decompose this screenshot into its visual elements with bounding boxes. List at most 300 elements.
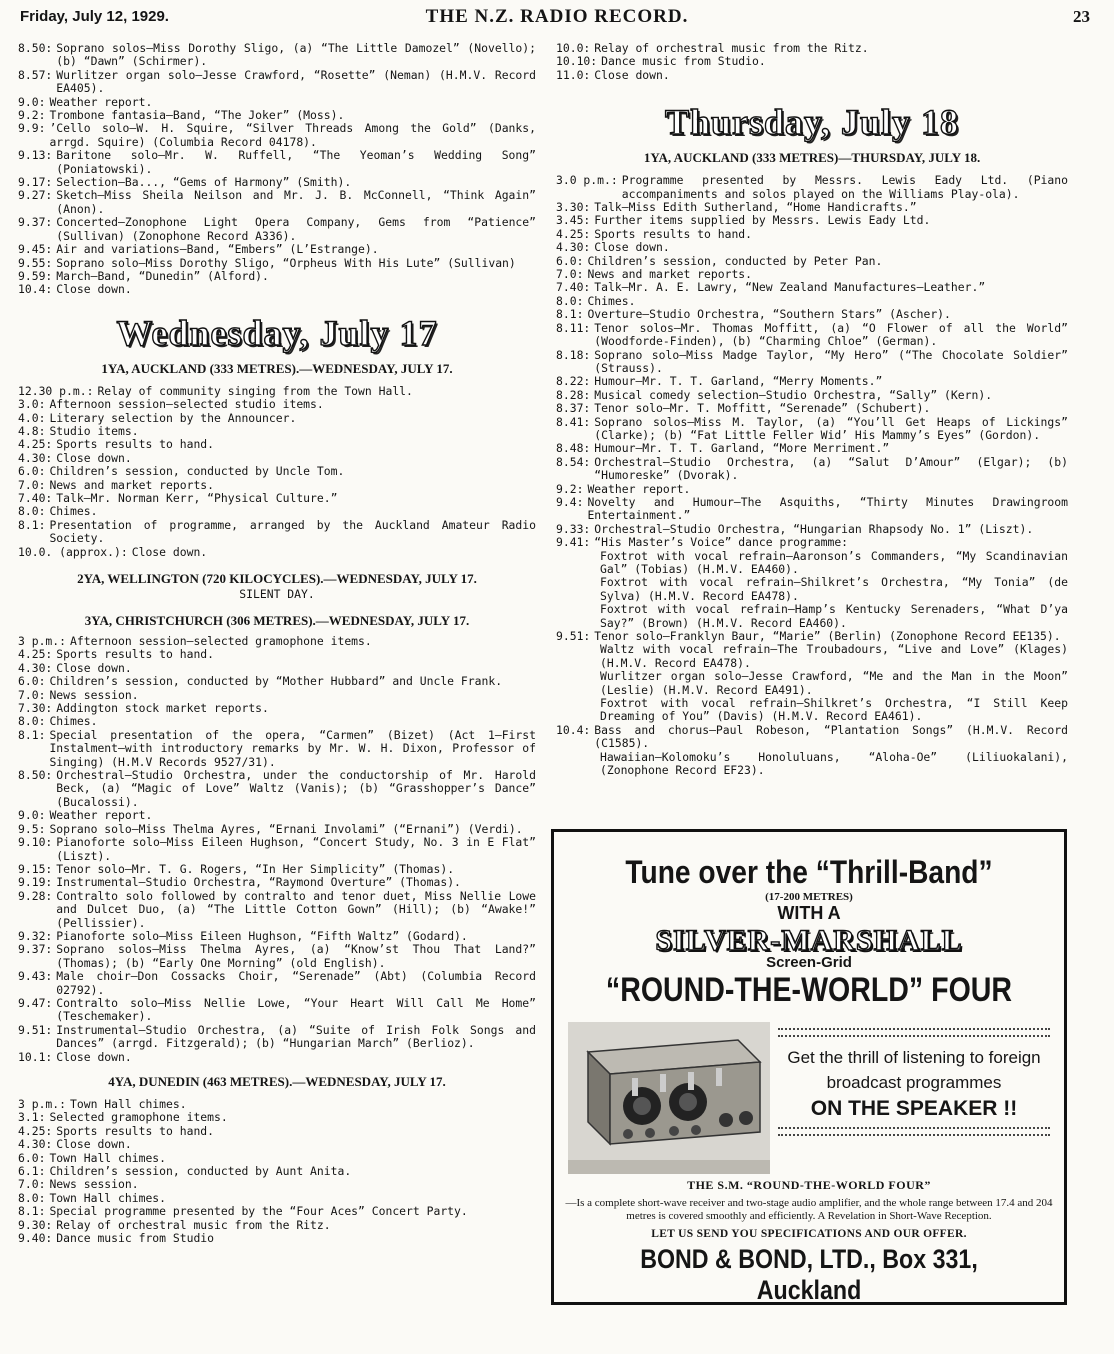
sub-item: Foxtrot with vocal refrain—Shilkret’s Orchestra, “My Tonia” (de Sylva) (H.M.V. Record EA478). bbox=[600, 575, 1068, 603]
wednesday-heading: Wednesday, July 17 bbox=[116, 312, 438, 353]
schedule-entry bbox=[556, 442, 1068, 455]
entry-time: 9.0: bbox=[18, 808, 46, 823]
schedule-entry bbox=[18, 863, 536, 876]
entry-description: Town Hall chimes. bbox=[49, 1190, 167, 1205]
entry-description: Soprano solo—Miss Dorothy Sligo, “Orpheus With His Lute” (Sullivan) bbox=[56, 255, 516, 270]
schedule-entry bbox=[556, 724, 1068, 751]
entry-description: Soprano solos—Miss Dorothy Sligo, (a) “The Little Damozel” (Novello); (b) “Dawn” (Schirmer). bbox=[56, 41, 536, 69]
entry-time: 8.0: bbox=[18, 714, 46, 729]
entry-time: 8.22: bbox=[556, 374, 591, 389]
schedule-entry bbox=[18, 635, 536, 648]
entry-time: 6.0: bbox=[556, 253, 584, 268]
schedule-entry bbox=[556, 42, 1068, 55]
entry-description: Close down. bbox=[56, 660, 132, 675]
entry-time: 10.4: bbox=[556, 722, 591, 737]
programme-3ya-wed bbox=[18, 635, 536, 1064]
entry-time: 8.50: bbox=[18, 41, 53, 55]
schedule-entry bbox=[556, 281, 1068, 294]
entry-time: 9.37: bbox=[18, 215, 53, 230]
entry-time: 8.1: bbox=[18, 727, 46, 742]
programme-1ya-thu bbox=[556, 174, 1068, 549]
entry-description: Town Hall chimes. bbox=[70, 1097, 187, 1111]
schedule-entry bbox=[556, 295, 1068, 308]
schedule-entry bbox=[556, 416, 1068, 443]
entry-time: 8.1: bbox=[18, 1204, 46, 1219]
entry-description: Children’s session, conducted by Uncle Tom. bbox=[49, 464, 345, 479]
entry-description: Children’s session, conducted by “Mother Hubbard” and Uncle Frank. bbox=[49, 674, 503, 689]
schedule-entry bbox=[18, 836, 536, 863]
entry-description: Tenor solo—Mr. T. Moffitt, “Serenade” (Schubert). bbox=[594, 401, 931, 416]
issue-date: Friday, July 12, 1929. bbox=[20, 8, 169, 25]
entry-description: Close down. bbox=[56, 450, 132, 465]
schedule-entry bbox=[18, 492, 536, 505]
schedule-entry bbox=[18, 479, 536, 492]
entry-description: Afternoon session—selected studio items. bbox=[49, 397, 324, 412]
entry-description: Pianoforte solo—Miss Eileen Hughson, “Fifth Waltz” (Godard). bbox=[56, 928, 468, 943]
decorative-rule bbox=[778, 1127, 1050, 1136]
entry-time: 9.45: bbox=[18, 242, 53, 257]
entry-time: 7.40: bbox=[556, 280, 591, 295]
entry-description: Baritone solo—Mr. W. Ruffell, “The Yeoman’s Wedding Song” (Poniatowski). bbox=[56, 148, 536, 176]
schedule-entry bbox=[18, 189, 536, 216]
schedule-entry bbox=[18, 519, 536, 546]
schedule-entry bbox=[18, 149, 536, 176]
entry-description: Sports results to hand. bbox=[56, 437, 215, 452]
ad-band-range: (17-200 METRES) bbox=[765, 891, 853, 903]
schedule-entry bbox=[18, 216, 536, 243]
entry-description: Talk—Mr. A. E. Lawry, “New Zealand Manufactures—Leather.” bbox=[594, 280, 986, 295]
entry-description: Contralto solo followed by contralto and tenor duet, Miss Nellie Lowe and Dulcet Duo, (a) “The Little Cotton Gown” (Hill); (b) “Awake!” (Pellissier). bbox=[56, 888, 536, 930]
schedule-entry bbox=[556, 349, 1068, 376]
entry-time: 8.0: bbox=[18, 1190, 46, 1205]
schedule-entry bbox=[18, 42, 536, 69]
entry-description: Children’s session, conducted by Aunt Anita. bbox=[49, 1164, 352, 1179]
ad-call-to-action: LET US SEND YOU SPECIFICATIONS AND OUR OFFER. bbox=[651, 1228, 967, 1240]
entry-description: Dance music from Studio bbox=[56, 1231, 215, 1246]
entry-time: 6.0: bbox=[18, 464, 46, 479]
entry-description: Relay of community singing from the Town Hall. bbox=[97, 383, 413, 398]
station-heading-4ya-wed: 4YA, DUNEDIN (463 METRES).—WEDNESDAY, JULY 17. bbox=[108, 1074, 446, 1089]
entry-time: 9.30: bbox=[18, 1217, 53, 1232]
entry-description: Soprano solo—Miss Thelma Ayres, “Ernani Involami” (“Ernani”) (Verdi). bbox=[49, 821, 523, 836]
schedule-entry bbox=[18, 809, 536, 822]
programme-4ya-wed bbox=[18, 1098, 536, 1245]
entry-time: 7.0: bbox=[18, 687, 46, 702]
entry-description: Sketch—Miss Sheila Neilson and Mr. J. B. McConnell, “Think Again” (Anon). bbox=[56, 188, 536, 216]
sub-item: Waltz with vocal refrain—The Troubadours, “Live and Love” (Klages) (H.M.V. Record EA478). bbox=[600, 642, 1068, 670]
entry-time: 4.30: bbox=[556, 240, 591, 255]
entry-time: 3.0: bbox=[18, 397, 46, 412]
schedule-entry bbox=[18, 546, 536, 559]
entry-time: 9.9: bbox=[18, 121, 46, 136]
ad-headline: Tune over the “Thrill-Band” bbox=[625, 854, 993, 890]
entry-description: Relay of orchestral music from the Ritz. bbox=[594, 41, 869, 55]
entry-time: 8.57: bbox=[18, 67, 53, 82]
programme-1ya-wed bbox=[18, 385, 536, 559]
entry-time: 4.30: bbox=[18, 450, 53, 465]
entry-description: “His Master’s Voice” dance programme: bbox=[594, 535, 849, 550]
entry-description: Orchestral—Studio Orchestra, (a) “Salut D’Amour” (Elgar); (b) “Humoreske” (Dvorak). bbox=[594, 454, 1068, 483]
entry-time: 8.54: bbox=[556, 454, 591, 469]
entry-description: Soprano solos—Miss Thelma Ayres, (a) “Know’st Thou That Land?” (Thomas); (b) “Early One Morning” (old English). bbox=[56, 942, 536, 970]
entry-description: News session. bbox=[49, 687, 139, 702]
schedule-entry bbox=[18, 1125, 536, 1138]
entry-time: 7.0: bbox=[556, 267, 584, 282]
schedule-entry bbox=[556, 255, 1068, 268]
schedule-entry bbox=[556, 389, 1068, 402]
entry-description: Special programme presented by the “Four Aces” Concert Party. bbox=[49, 1204, 468, 1219]
schedule-entry bbox=[18, 729, 536, 769]
schedule-entry bbox=[18, 1138, 536, 1151]
entry-time: 10.4: bbox=[18, 282, 53, 297]
entry-description: Close down. bbox=[56, 282, 132, 297]
entry-time: 9.51: bbox=[556, 629, 591, 644]
entry-description: ’Cello solo—W. H. Squire, “Silver Threads Among the Gold” (Danks, arrgd. Squire) (Columbia Record 04178). bbox=[49, 121, 536, 149]
schedule-entry bbox=[18, 648, 536, 661]
entry-description: Air and variations—Band, “Embers” (L’Estrange). bbox=[56, 242, 379, 257]
schedule-entry bbox=[18, 876, 536, 889]
entry-time: 9.2: bbox=[18, 108, 46, 123]
schedule-entry bbox=[556, 483, 1068, 496]
schedule-entry bbox=[18, 243, 536, 256]
schedule-entry bbox=[556, 496, 1068, 523]
schedule-entry bbox=[18, 1219, 536, 1232]
ad-middle bbox=[568, 1022, 1050, 1174]
schedule-entry bbox=[556, 228, 1068, 241]
entry-description: Instrumental—Studio Orchestra, (a) “Suite of Irish Folk Songs and Dances” (arrgd. Fitzgerald); (b) “Hungarian March” (Berlioz). bbox=[56, 1022, 536, 1051]
schedule-entry bbox=[18, 257, 536, 270]
entry-time: 7.30: bbox=[18, 701, 53, 716]
entry-description: Literary selection by the Announcer. bbox=[49, 410, 297, 425]
entry-time: 9.13: bbox=[18, 148, 53, 163]
entry-time: 10.1: bbox=[18, 1049, 53, 1064]
schedule-entry bbox=[18, 1192, 536, 1205]
entry-description: Chimes. bbox=[49, 504, 98, 519]
schedule-entry bbox=[18, 1098, 536, 1111]
entry-time: 4.8: bbox=[18, 423, 46, 438]
entry-description: Close down. bbox=[594, 240, 670, 255]
entry-description: Presentation of programme, arranged by the Auckland Amateur Radio Society. bbox=[49, 517, 536, 546]
entry-time: 9.37: bbox=[18, 942, 53, 957]
entry-time: 9.32: bbox=[18, 928, 53, 943]
schedule-entry bbox=[18, 689, 536, 702]
schedule-entry bbox=[18, 675, 536, 688]
page-number: 23 bbox=[1073, 7, 1090, 26]
entry-time: 4.25: bbox=[18, 1123, 53, 1138]
entry-description: Trombone fantasia—Band, “The Joker” (Moss). bbox=[49, 108, 345, 123]
schedule-entry bbox=[556, 523, 1068, 536]
entry-time: 9.43: bbox=[18, 969, 53, 984]
schedule-entry bbox=[18, 283, 536, 296]
entry-description: Novelty and Humour—The Asquiths, “Thirty Minutes Drawingroom Entertainment.” bbox=[587, 494, 1068, 523]
entry-description: Instrumental—Studio Orchestra, “Raymond Overture” (Thomas). bbox=[56, 875, 461, 890]
decorative-rule bbox=[778, 1028, 1050, 1037]
entry-description: Pianoforte solo—Miss Eileen Hughson, “Concert Study, No. 3 in E Flat” (Liszt). bbox=[56, 835, 536, 863]
entry-description: News session. bbox=[49, 1177, 139, 1192]
entry-time: 8.1: bbox=[556, 307, 584, 322]
entry-time: 8.28: bbox=[556, 387, 591, 402]
schedule-entry bbox=[18, 823, 536, 836]
ad-company: BOND & BOND, LTD., Box 331, Auckland bbox=[640, 1244, 978, 1305]
schedule-entry bbox=[18, 1165, 536, 1178]
schedule-entry bbox=[18, 1051, 536, 1064]
entry-description: Musical comedy selection—Studio Orchestra, “Sally” (Kern). bbox=[594, 387, 993, 402]
right-column bbox=[556, 42, 1068, 778]
entry-description: Weather report. bbox=[49, 808, 153, 823]
entry-description: Male choir—Don Cossacks Choir, “Serenade” (Abt) (Columbia Record 02792). bbox=[56, 969, 536, 997]
entry-description: Children’s session, conducted by Peter Pan. bbox=[587, 253, 883, 268]
schedule-entry bbox=[18, 1205, 536, 1218]
entry-description: Chimes. bbox=[587, 293, 636, 308]
schedule-entry bbox=[18, 96, 536, 109]
entry-time: 9.47: bbox=[18, 995, 53, 1010]
schedule-entry bbox=[556, 214, 1068, 227]
entry-time: 8.37: bbox=[556, 401, 591, 416]
schedule-entry bbox=[18, 970, 536, 997]
tuesday-continuation-list bbox=[18, 42, 536, 297]
ad-product-title: THE S.M. “ROUND-THE-WORLD FOUR” bbox=[687, 1178, 931, 1192]
entry-description: Tenor solos—Mr. Thomas Moffitt, (a) “O Flower of all the World” (Woodforde-Finden), (b) “Charming Chloe” (German). bbox=[594, 320, 1068, 349]
entry-description: Talk—Miss Edith Sutherland, “Home Handicrafts.” bbox=[594, 200, 917, 215]
entry-description: Sports results to hand. bbox=[56, 1123, 215, 1138]
entry-time: 9.4: bbox=[556, 494, 584, 509]
ad-pitch-emphasis: ON THE SPEAKER !! bbox=[810, 1097, 1018, 1120]
entry-time: 3.1: bbox=[18, 1110, 46, 1125]
entry-time: 3.0 p.m.: bbox=[556, 173, 618, 188]
schedule-entry bbox=[18, 997, 536, 1024]
ad-product-name: “ROUND-THE-WORLD” FOUR bbox=[605, 971, 1013, 1009]
entry-description: Wurlitzer organ solo—Jesse Crawford, “Rosette” (Neman) (H.M.V. Record EA405). bbox=[56, 67, 536, 96]
schedule-entry bbox=[18, 425, 536, 438]
silent-day-note: SILENT DAY. bbox=[239, 587, 315, 601]
entry-time: 3 p.m.: bbox=[18, 1097, 67, 1111]
entry-time: 9.33: bbox=[556, 521, 591, 536]
entry-time: 7.0: bbox=[18, 477, 46, 492]
entry-description: Weather report. bbox=[587, 481, 691, 496]
schedule-entry bbox=[18, 1024, 536, 1051]
dance-programme-items-2 bbox=[556, 643, 1068, 723]
entry-time: 3.30: bbox=[556, 200, 591, 215]
entry-description: Tenor solo—Franklyn Baur, “Marie” (Berlin) (Zonophone Record EE135). bbox=[594, 629, 1061, 644]
schedule-entry bbox=[556, 322, 1068, 349]
schedule-entry bbox=[556, 241, 1068, 254]
entry-description: March—Band, “Dunedin” (Alford). bbox=[56, 268, 269, 283]
entry-time: 7.0: bbox=[18, 1177, 46, 1192]
schedule-entry bbox=[18, 1178, 536, 1191]
entry-description: Addington stock market reports. bbox=[56, 701, 269, 716]
ad-brand: SILVER-MARSHALL bbox=[655, 924, 963, 957]
schedule-entry bbox=[18, 1152, 536, 1165]
ad-description: —Is a complete short-wave receiver and two-stage audio amplifier, and the whole range between 17.4 and 204 metres is covered smoothly and efficiently. A Revelation in Short-Wave Reception. bbox=[565, 1197, 1053, 1222]
entry-time: 4.25: bbox=[556, 226, 591, 241]
schedule-entry bbox=[18, 662, 536, 675]
entry-time: 8.18: bbox=[556, 347, 591, 362]
entry-description: Talk—Mr. Norman Kerr, “Physical Culture.” bbox=[56, 490, 338, 505]
entry-time: 9.55: bbox=[18, 255, 53, 270]
station-heading-2ya-wed: 2YA, WELLINGTON (720 KILOCYCLES).—WEDNESDAY, JULY 17. bbox=[77, 571, 477, 586]
entry-description: Bass and chorus—Paul Robeson, “Plantation Songs” (H.M.V. Record (C1585). bbox=[594, 722, 1068, 751]
sub-item: Foxtrot with vocal refrain—Shilkret’s Orchestra, “I Still Keep Dreaming of You” (Davis) (H.M.V. Record EA461). bbox=[600, 696, 1068, 724]
schedule-entry bbox=[18, 943, 536, 970]
entry-description: Overture—Studio Orchestra, “Southern Stars” (Ascher). bbox=[587, 307, 951, 322]
entry-time: 9.59: bbox=[18, 268, 53, 283]
sub-item: Foxtrot with vocal refrain—Hamp’s Kentucky Serenaders, “What D’ya Say?” (Brown) (H.M.V. Record EA460). bbox=[600, 602, 1068, 630]
schedule-entry bbox=[18, 452, 536, 465]
station-heading-3ya-wed: 3YA, CHRISTCHURCH (306 METRES).—WEDNESDAY, JULY 17. bbox=[84, 613, 470, 628]
entry-description: Selected gramophone items. bbox=[49, 1110, 228, 1125]
entry-time: 3 p.m.: bbox=[18, 634, 67, 648]
entry-description: Selection—Ba..., “Gems of Harmony” (Smith). bbox=[56, 175, 352, 190]
entry-time: 6.0: bbox=[18, 1150, 46, 1165]
radio-receiver-image bbox=[568, 1022, 770, 1174]
entry-time: 10.0: bbox=[556, 41, 591, 55]
radio-receiver-icon bbox=[568, 1022, 770, 1174]
schedule-entry bbox=[18, 505, 536, 518]
entry-description: Orchestral—Studio Orchestra, “Hungarian Rhapsody No. 1” (Liszt). bbox=[594, 521, 1034, 536]
entry-time: 9.15: bbox=[18, 861, 53, 876]
schedule-entry bbox=[556, 201, 1068, 214]
sub-item: Hawaiian—Kolomoku’s Honoluluans, “Aloha-Oe” (Liliuokalani), (Zonophone Record EF23). bbox=[600, 749, 1068, 778]
dance-programme-items bbox=[556, 550, 1068, 630]
entry-description: Humour—Mr. T. T. Garland, “Merry Moments.” bbox=[594, 374, 883, 389]
schedule-entry bbox=[18, 438, 536, 451]
entry-time: 11.0: bbox=[556, 67, 591, 82]
entry-description: Orchestral—Studio Orchestra, under the conductorship of Mr. Harold Beck, (a) “Magic of Love” Waltz (Vanis); (b) “Grasshopper’s Dance” (Bucalossi). bbox=[56, 768, 536, 809]
entry-time: 8.41: bbox=[556, 414, 591, 429]
entry-description: Close down. bbox=[56, 1049, 132, 1064]
entry-description: Further items supplied by Messrs. Lewis Eady Ltd. bbox=[594, 213, 931, 228]
schedule-entry bbox=[18, 930, 536, 943]
sub-item: Foxtrot with vocal refrain—Aaronson’s Commanders, “My Scandinavian Gal” (Tobias) (H.M.V. EA460). bbox=[600, 548, 1068, 576]
entry-time: 4.30: bbox=[18, 660, 53, 675]
schedule-entry bbox=[556, 174, 1068, 201]
entry-time: 9.28: bbox=[18, 888, 53, 903]
thursday-heading: Thursday, July 18 bbox=[664, 102, 960, 143]
sub-item: Wurlitzer organ solo—Jesse Crawford, “Me and the Man in the Moon” (Leslie) (H.M.V. Record EA491). bbox=[600, 669, 1068, 697]
entry-description: Dance music from Studio. bbox=[601, 54, 766, 69]
entry-description: Soprano solo—Miss Madge Taylor, “My Hero” (“The Chocolate Soldier” (Strauss). bbox=[594, 347, 1068, 375]
entry-time: 8.0: bbox=[18, 504, 46, 519]
entry-description: Humour—Mr. T. T. Garland, “More Merriment.” bbox=[594, 441, 890, 456]
entry-time: 9.27: bbox=[18, 188, 53, 203]
entry-time: 12.30 p.m.: bbox=[18, 383, 94, 398]
entry-time: 9.19: bbox=[18, 875, 53, 890]
entry-time: 9.17: bbox=[18, 175, 53, 190]
entry-description: Close down. bbox=[131, 544, 208, 559]
schedule-entry bbox=[18, 769, 536, 809]
ad-pitch bbox=[770, 1022, 1050, 1174]
ad-screen-grid: Screen-Grid bbox=[766, 954, 852, 971]
entry-description: News and market reports. bbox=[49, 477, 215, 492]
advertisement-silver-marshall bbox=[551, 829, 1067, 1305]
entry-description: Town Hall chimes. bbox=[49, 1150, 167, 1165]
entry-time: 9.41: bbox=[556, 535, 591, 550]
schedule-entry bbox=[18, 122, 536, 149]
schedule-entry bbox=[18, 1232, 536, 1245]
schedule-entry bbox=[556, 308, 1068, 321]
schedule-entry bbox=[18, 398, 536, 411]
entry-description: Weather report. bbox=[49, 94, 153, 109]
schedule-entry bbox=[18, 385, 536, 398]
entry-description: Concerted—Zonophone Light Opera Company, Gems from “Patience” (Sullivan) (Zonophone Record A336). bbox=[56, 215, 536, 243]
entry-time: 8.48: bbox=[556, 441, 591, 456]
entry-time: 8.11: bbox=[556, 320, 591, 335]
entry-time: 4.25: bbox=[18, 437, 53, 452]
schedule-entry bbox=[18, 465, 536, 478]
wednesday-4ya-continuation-list bbox=[556, 42, 1068, 82]
schedule-entry bbox=[18, 176, 536, 189]
schedule-entry bbox=[18, 702, 536, 715]
schedule-entry bbox=[18, 890, 536, 930]
entry-time: 4.30: bbox=[18, 1137, 53, 1152]
entry-time: 9.0: bbox=[18, 94, 46, 109]
entry-time: 6.1: bbox=[18, 1164, 46, 1179]
schedule-entry bbox=[18, 715, 536, 728]
entry-time: 9.40: bbox=[18, 1231, 53, 1246]
page-header bbox=[20, 6, 1094, 32]
entry-description: Chimes. bbox=[49, 714, 98, 729]
schedule-entry bbox=[18, 270, 536, 283]
entry-description: Sports results to hand. bbox=[594, 226, 753, 241]
entry-time: 9.10: bbox=[18, 835, 53, 850]
entry-description: News and market reports. bbox=[587, 267, 753, 282]
entry-description: Close down. bbox=[594, 67, 670, 82]
schedule-entry bbox=[556, 55, 1068, 68]
closing-items bbox=[556, 751, 1068, 778]
station-heading-1ya-thu: 1YA, AUCKLAND (333 METRES)—THURSDAY, JULY 18. bbox=[643, 150, 981, 166]
entry-description: Soprano solos—Miss M. Taylor, (a) “You’ll Get Heaps of Lickings” (Clarke); (b) “Fat Little Feller Wid’ His Mammy’s Eyes” (Gordon). bbox=[594, 414, 1068, 442]
entry-description: Contralto solo—Miss Nellie Lowe, “Your Heart Will Call Me Home” (Teschemaker). bbox=[56, 995, 536, 1024]
schedule-entry bbox=[556, 375, 1068, 388]
entry-time: 4.0: bbox=[18, 410, 46, 425]
ad-with: WITH A bbox=[777, 903, 841, 923]
schedule-entry bbox=[556, 536, 1068, 549]
schedule-entry bbox=[18, 109, 536, 122]
entry-time: 10.10: bbox=[556, 54, 598, 69]
schedule-entry bbox=[556, 402, 1068, 415]
entry-time: 9.51: bbox=[18, 1022, 53, 1037]
schedule-entry bbox=[556, 268, 1068, 281]
schedule-entry bbox=[18, 412, 536, 425]
schedule-entry bbox=[18, 1111, 536, 1124]
entry-time: 9.2: bbox=[556, 481, 584, 496]
ad-pitch-text: Get the thrill of listening to foreign broadcast programmes bbox=[787, 1048, 1041, 1092]
schedule-entry bbox=[18, 69, 536, 96]
entry-description: Special presentation of the opera, “Carmen” (Bizet) (Act 1—First Instalment—with introductory remarks by Mr. W. H. Dixon, Professor of Singing) (H.M.V Records 9527/31). bbox=[49, 727, 536, 769]
entry-time: 4.25: bbox=[18, 647, 53, 662]
left-column bbox=[18, 42, 536, 1245]
entry-time: 8.50: bbox=[18, 768, 53, 783]
entry-time: 6.0: bbox=[18, 674, 46, 689]
entry-time: 7.40: bbox=[18, 490, 53, 505]
entry-description: Sports results to hand. bbox=[56, 647, 215, 662]
entry-description: Tenor solo—Mr. T. G. Rogers, “In Her Simplicity” (Thomas). bbox=[56, 861, 455, 876]
publication-title: THE N.Z. RADIO RECORD. bbox=[425, 6, 689, 27]
entry-time: 10.0. (approx.): bbox=[18, 544, 128, 559]
entry-time: 8.0: bbox=[556, 293, 584, 308]
entry-description: Relay of orchestral music from the Ritz. bbox=[56, 1217, 331, 1232]
schedule-entry bbox=[556, 69, 1068, 82]
entry-description: Programme presented by Messrs. Lewis Eady Ltd. (Piano accompaniments and solos played on the Williams Play-ola). bbox=[621, 173, 1068, 201]
entry-description: Afternoon session—selected gramophone items. bbox=[70, 634, 372, 648]
entry-description: Close down. bbox=[56, 1137, 132, 1152]
schedule-entry bbox=[556, 630, 1068, 643]
station-heading-1ya-wed: 1YA, AUCKLAND (333 METRES).—WEDNESDAY, JULY 17. bbox=[101, 360, 453, 376]
entry-time: 9.5: bbox=[18, 821, 46, 836]
entry-description: Studio items. bbox=[49, 423, 139, 438]
schedule-entry bbox=[556, 456, 1068, 483]
entry-time: 3.45: bbox=[556, 213, 591, 228]
